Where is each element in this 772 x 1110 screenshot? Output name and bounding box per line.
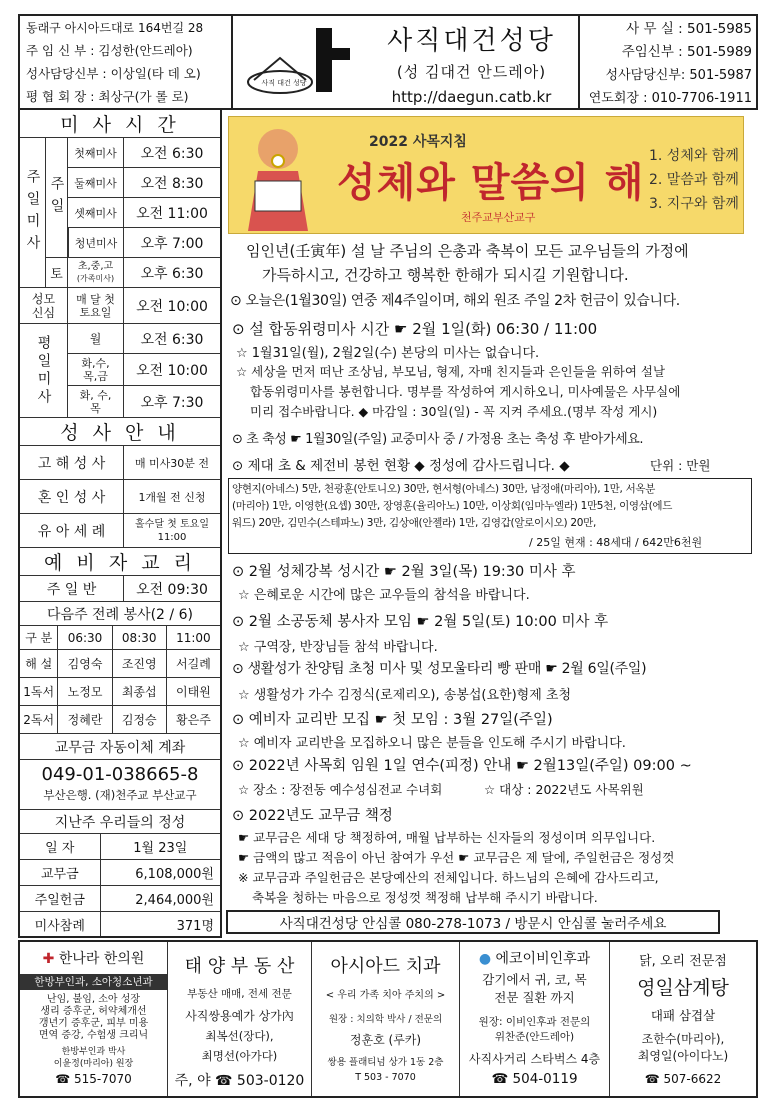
ad-realty-line: 최복선(장다),: [205, 1029, 274, 1043]
weekday-name: 화,수,목,금: [68, 354, 124, 385]
saturday-mass: [46, 258, 220, 288]
servers-header-cell: 06:30: [58, 626, 112, 650]
ad-realty-line: 최명선(아가다): [201, 1049, 278, 1063]
servers-cell: 최종섭: [113, 678, 167, 706]
church-name: 사직대건성당: [387, 26, 556, 56]
banner-year: 2022 사목지침: [369, 134, 467, 150]
transfer-bank: 부산은행. (재)천주교 부산교구: [43, 788, 197, 802]
head-priest: 주 임 신 부 : 김성한(안드레아): [26, 43, 193, 58]
mass-time: 오전 6:30: [140, 145, 204, 162]
left-column: [18, 108, 222, 938]
pastoral-banner: [228, 116, 744, 234]
offering-row: [20, 860, 220, 886]
sunday-label-cell: [20, 138, 46, 288]
concert-note: ☆ 생활성가 가수 김정식(로제리오), 송봉섭(요한)형제 초청: [238, 688, 572, 703]
banner-item: 3. 지구와 함께: [649, 196, 739, 212]
lunar-mass-note: ☆ 1월31일(월), 2월2일(수) 본당의 미사는 없습니다.: [236, 346, 540, 361]
offering-row: [20, 886, 220, 912]
ad-clinic-line: 난임, 불임, 소아 성장: [46, 994, 141, 1005]
offering-row: [20, 834, 220, 860]
ad-ent-name-row: [460, 948, 609, 968]
ad-realty-sub: 부동산 매매, 전세 전문: [187, 988, 292, 1000]
church-url[interactable]: http://daegun.catb.kr: [391, 88, 552, 106]
offering-label: 주일헌금: [20, 886, 101, 912]
dues-line: 축복을 청하는 마음으로 정성껏 책정해 납부해 주시기 바랍니다.: [252, 890, 598, 905]
sunday-mass-1: [68, 138, 220, 168]
header-right: [582, 16, 756, 108]
ad-restaurant-name: 영일삼계탕: [637, 977, 729, 999]
greeting-line-2: 가득하시고, 건강하고 행복한 한해가 되시길 기원합니다.: [262, 266, 629, 284]
donation-unit: 단위 : 만원: [650, 458, 711, 473]
transfer-account: 049-01-038665-8: [41, 764, 199, 785]
sacrament-title: 성 사 안 내: [20, 418, 220, 446]
ad-clinic-line: 갱년기 증후군, 피부 미용: [38, 1018, 149, 1029]
sacrament-phone: 성사담당신부: 501-5987: [605, 68, 752, 83]
ad-dental-line: 정훈호 (루카): [349, 1033, 422, 1047]
donors-line: 워드) 20만, 김민수(스테파노) 3만, 김상애(안젤라) 1만, 김영갑(알로이시오) 20만,: [232, 517, 597, 529]
lunar-mass-detail: ☆ 세상을 먼저 떠난 조상님, 부모님, 형제, 자매 친지들과 은인들을 위하여 설날: [236, 364, 666, 379]
ad-clinic-sub: 한방부인과, 소아청소년과: [20, 974, 167, 990]
saturday-name2: (가족미사): [76, 274, 115, 283]
servers-title: 다음주 전례 봉사(2 / 6): [20, 602, 220, 626]
address: 동래구 아시아드대로 164번길 28: [26, 21, 204, 35]
lunar-mass-detail: 합동위령미사를 봉헌합니다. 명부를 작성하여 게시하오니, 미사예물은 사무실에: [250, 384, 681, 399]
saturday-name: 초,중,고: [77, 261, 114, 272]
transfer-title: 교무금 자동이체 계좌: [20, 734, 220, 760]
ad-clinic-tel: ☎ 515-7070: [55, 1072, 132, 1086]
retreat-place: ☆ 장소 : 장전동 예수성심전교 수녀회: [238, 782, 443, 797]
ad-ent-sub: 감기에서 귀, 코, 목: [482, 972, 587, 987]
catechumen-note: ☆ 예비자 교리반을 모집하오니 많은 분들을 인도해 주시기 바랍니다.: [238, 736, 626, 751]
sacrament-name: 혼 인 성 사: [20, 480, 124, 513]
ad-clinic-line: 면역 증강, 수험생 크리닉: [38, 1030, 149, 1041]
donation-title: ⊙ 제대 초 & 제전비 봉헌 현황 ◆ 정성에 감사드립니다. ◆: [232, 458, 570, 474]
ad-realty-name: 태 양 부 동 산: [184, 956, 295, 977]
sunday-mass-2: [68, 168, 220, 198]
weekday-time: 오전 6:30: [140, 331, 204, 348]
servers-cell: 이태원: [176, 685, 211, 699]
group-note: ☆ 구역장, 반장님들 참석 바랍니다.: [238, 640, 438, 655]
sunday-mass-3: [68, 198, 220, 228]
notices: [226, 238, 760, 938]
donors-line: (마리아) 1만, 이영한(요셉) 30만, 장영훈(율리아노) 10만, 이상회(임마누엘라) 1만5천, 이영삼(에드: [232, 500, 673, 512]
header: [18, 14, 758, 110]
offering-value: 2,464,000원: [135, 893, 214, 908]
ad-restaurant-line: 조한수(마리아),: [641, 1032, 725, 1046]
ad-dental-line: 원장 : 치의학 박사 / 전문의: [328, 1014, 443, 1025]
ad-clinic-owner: 한방부인과 박사: [61, 1047, 126, 1057]
safe-call-text: 사직대건성당 안심콜 080-278-1073 / 방문시 안심콜 눌러주세요: [279, 916, 667, 932]
sunday-mass-4: [46, 228, 220, 258]
ad-restaurant-tel: ☎ 507-6622: [644, 1072, 722, 1086]
ad-realty-tel: 주, 야 ☎ 503-0120: [174, 1073, 305, 1089]
sacrament-value: 매 미사30분 전: [134, 456, 210, 470]
ad-clinic: [20, 942, 168, 1096]
servers-cell: 노정모: [58, 678, 112, 706]
council-president: 평 협 회 장 : 최상구(가 롤 로): [26, 89, 189, 104]
ad-dental-tel: T 503 - 7070: [355, 1072, 416, 1083]
ad-clinic-line: 생리 증후군, 허약체개선: [40, 1006, 147, 1017]
ad-realty: [168, 942, 312, 1096]
ent-logo-icon: ●: [478, 951, 492, 967]
priest-phone: 주임신부 : 501-5989: [621, 44, 752, 60]
saturday-label: 토: [46, 258, 68, 287]
offering-value: 1월 23일: [133, 841, 188, 856]
servers-cell: 2독서: [20, 706, 58, 734]
church-title-block: [365, 16, 580, 108]
ad-realty-line: 사직쌍용예가 상가內: [185, 1009, 294, 1023]
transfer-box: [20, 760, 220, 810]
adoration-title: ⊙ 2월 성체강복 성시간 ☛ 2월 3일(목) 19:30 미사 후: [232, 564, 576, 580]
mass-name: 청년미사: [68, 228, 124, 257]
donors-box: [228, 478, 752, 554]
banner-item: 1. 성체와 함께: [649, 148, 739, 164]
first-sat-label: 성모신심: [20, 288, 68, 323]
donors-line: 양현지(아네스) 5만, 천광훈(안토니오) 30만, 현서형(아네스) 30만, 남정애(마리아), 1만, 서옥분: [232, 483, 656, 495]
ad-ent-name: 에코이비인후과: [495, 951, 591, 967]
sacrament-name: 유 아 세 례: [20, 514, 124, 547]
ad-ent-line: 위찬준(안드레아): [494, 1031, 575, 1043]
offering-value: 6,108,000원: [135, 867, 214, 882]
servers-table: [20, 626, 220, 734]
weekday-mass-2: [68, 354, 220, 386]
servers-row: [20, 650, 220, 678]
mass-name: 둘째미사: [68, 168, 124, 197]
mass-time: 오전 8:30: [140, 175, 204, 192]
first-sat-time: 오전 10:00: [136, 298, 208, 315]
lunar-mass-title: ⊙ 설 합동위령미사 시간 ☛ 2월 1일(화) 06:30 / 11:00: [232, 320, 598, 338]
ad-restaurant-sub: 닭, 오리 전문점: [639, 954, 727, 969]
sacrament-name: 고 해 성 사: [20, 446, 124, 479]
servers-cell: 1독서: [20, 678, 58, 706]
office-phone: 사 무 실 : 501-5985: [626, 21, 752, 37]
mass-time: 오전 11:00: [136, 205, 208, 222]
sacrament-row: [20, 446, 220, 480]
sunday-sub-label: 주일: [48, 175, 65, 220]
weekday-name: 월: [68, 324, 124, 353]
first-saturday-mass: [20, 288, 220, 324]
first-sat-name: 매 달 첫토요일: [68, 288, 124, 323]
adoration-note: ☆ 은혜로운 시간에 많은 교우들의 참석을 바랍니다.: [238, 588, 530, 603]
sacrament-row: [20, 480, 220, 514]
catechism-title: 예 비 자 교 리: [20, 548, 220, 576]
lunar-mass-detail: 미리 접수바랍니다. ◆ 마감일 : 30일(일) - 꼭 지켜 주세요.(명부 작성 게시): [250, 404, 658, 419]
dues-line: ☛ 교무금은 세대 당 책정하여, 매월 납부하는 신자들의 정성이며 의무입니다.: [238, 830, 656, 845]
weekday-time: 오후 7:30: [140, 394, 204, 411]
mass-name: 셋째미사: [68, 198, 124, 227]
church-logo: [240, 20, 360, 104]
mass-title: 미 사 시 간: [20, 110, 220, 138]
ad-clinic-name-row: [20, 948, 167, 968]
ad-clinic-name: 한나라 한의원: [58, 951, 145, 967]
weekday-time: 오전 10:00: [136, 362, 208, 379]
servers-cell: 황은주: [176, 713, 211, 727]
greeting-line-1: 임인년(壬寅年) 설 날 주님의 은총과 축복이 모든 교우님들의 가정에: [246, 242, 689, 260]
offering-row: [20, 912, 220, 936]
jesus-illustration-icon: [233, 121, 323, 231]
ad-restaurant-line: 대패 삼겹살: [650, 1008, 716, 1023]
church-patron: (성 김대건 안드레아): [396, 63, 547, 81]
ad-ent-tel: ☎ 504-0119: [491, 1071, 578, 1087]
weekday-label-cell: [20, 324, 68, 418]
servers-header: [20, 626, 220, 650]
banner-slogan: 성체와 말씀의 해: [337, 159, 645, 206]
sunday-label: 주일미사: [24, 168, 41, 257]
servers-header-cell: 08:30: [113, 626, 167, 650]
ad-clinic-owner2: 이윤정(마리아) 원장: [53, 1059, 134, 1069]
ad-dental: [312, 942, 460, 1096]
today-notice: ⊙ 오늘은(1월30일) 연중 제4주일이며, 해외 원조 주일 2차 헌금이 있습니다.: [230, 293, 680, 309]
header-left: [20, 16, 233, 108]
catechism-time: 오전 09:30: [136, 581, 208, 598]
council-phone: 연도회장 : 010-7706-1911: [588, 91, 752, 106]
offering-label: 일 자: [20, 834, 101, 860]
candle-notice: ⊙ 초 축성 ☛ 1월30일(주일) 교중미사 중 / 가정용 초는 축성 후 받아가세요.: [232, 432, 644, 447]
sacrament-value: 홀수달 첫 토요일 11:00: [135, 518, 209, 543]
ad-dental-sub: < 우리 가족 치아 주치의 >: [325, 990, 446, 1001]
servers-cell: 서길례: [176, 657, 211, 671]
catechumen-title: ⊙ 예비자 교리반 모집 ☛ 첫 모임 : 3월 27일(주일): [232, 712, 553, 728]
catechism-row: [20, 576, 220, 602]
weekday-name: 화, 수, 목: [68, 386, 124, 417]
saturday-name-cell: [68, 258, 124, 287]
logo-caption: 사직 대건 성당: [261, 79, 307, 87]
dues-title: ⊙ 2022년도 교무금 책정: [232, 808, 393, 824]
ad-ent-line: 사직사거리 스타벅스 4층: [468, 1052, 601, 1066]
mass-time: 오후 7:00: [140, 235, 204, 252]
servers-cell: 김영숙: [58, 650, 112, 678]
ad-ent-line: 전문 질환 까지: [494, 990, 575, 1005]
servers-cell: 해 설: [20, 650, 58, 678]
ad-restaurant-line: 최영일(아이다노): [637, 1049, 729, 1063]
servers-row: [20, 678, 220, 706]
ad-dental-line: 쌍용 플래티넘 상가 1동 2층: [327, 1057, 444, 1068]
concert-title: ⊙ 생활성가 찬양팀 초청 미사 및 성모울타리 빵 판매 ☛ 2월 6일(주일): [232, 661, 647, 677]
ad-ent: [460, 942, 610, 1096]
group-title: ⊙ 2월 소공동체 봉사자 모임 ☛ 2월 5일(토) 10:00 미사 후: [232, 614, 609, 630]
retreat-title: ⊙ 2022년 사목회 임원 1일 연수(피정) 안내 ☛ 2월13일(주일) 09:00 ~: [232, 758, 692, 774]
saturday-time: 오후 6:30: [140, 265, 204, 282]
ad-dental-name: 아시아드 치과: [330, 956, 441, 977]
retreat-target: ☆ 대상 : 2022년도 사목위원: [484, 782, 644, 797]
servers-header-cell: 구 분: [20, 626, 58, 650]
weekday-mass-1: [68, 324, 220, 354]
offering-label: 미사참례: [20, 912, 101, 936]
weekday-mass-3: [68, 386, 220, 418]
donors-total: / 25일 현재 : 48세대 / 642만6천원: [529, 536, 703, 549]
servers-cell: 김정승: [113, 706, 167, 734]
servers-cell: 정혜란: [58, 706, 112, 734]
clinic-logo-icon: ✚: [42, 951, 55, 967]
weekday-label: 평일미사: [35, 334, 52, 407]
sacrament-row: [20, 514, 220, 548]
mass-name: 첫째미사: [68, 138, 124, 167]
servers-cell: 조진영: [113, 650, 167, 678]
offering-value: 371명: [176, 918, 214, 934]
safe-call-box: [226, 910, 720, 934]
sacrament-value: 1개월 전 신청: [138, 490, 206, 504]
ad-ent-line: 원장: 이비인후과 전문의: [478, 1016, 591, 1028]
ad-restaurant: [610, 942, 756, 1096]
banner-item: 2. 말씀과 함께: [649, 172, 739, 188]
church-logo-icon: [240, 20, 360, 104]
servers-row: [20, 706, 220, 734]
banner-org: 천주교부산교구: [461, 211, 536, 224]
offering-label: 교무금: [20, 860, 101, 886]
ads-row: [18, 940, 758, 1098]
servers-header-cell: 11:00: [176, 630, 211, 645]
dues-line: ※ 교무금과 주일헌금은 본당예산의 전체입니다. 하느님의 은혜에 감사드리고,: [238, 870, 659, 885]
catechism-day: 주 일 반: [20, 576, 124, 601]
offering-title: 지난주 우리들의 정성: [20, 810, 220, 834]
sacrament-priest: 성사담당신부 : 이상일(타 데 오): [26, 66, 201, 81]
dues-line: ☛ 금액의 많고 적음이 아닌 참여가 우선 ☛ 교무금은 제 달에, 주일헌금은 정성껏: [238, 850, 675, 865]
